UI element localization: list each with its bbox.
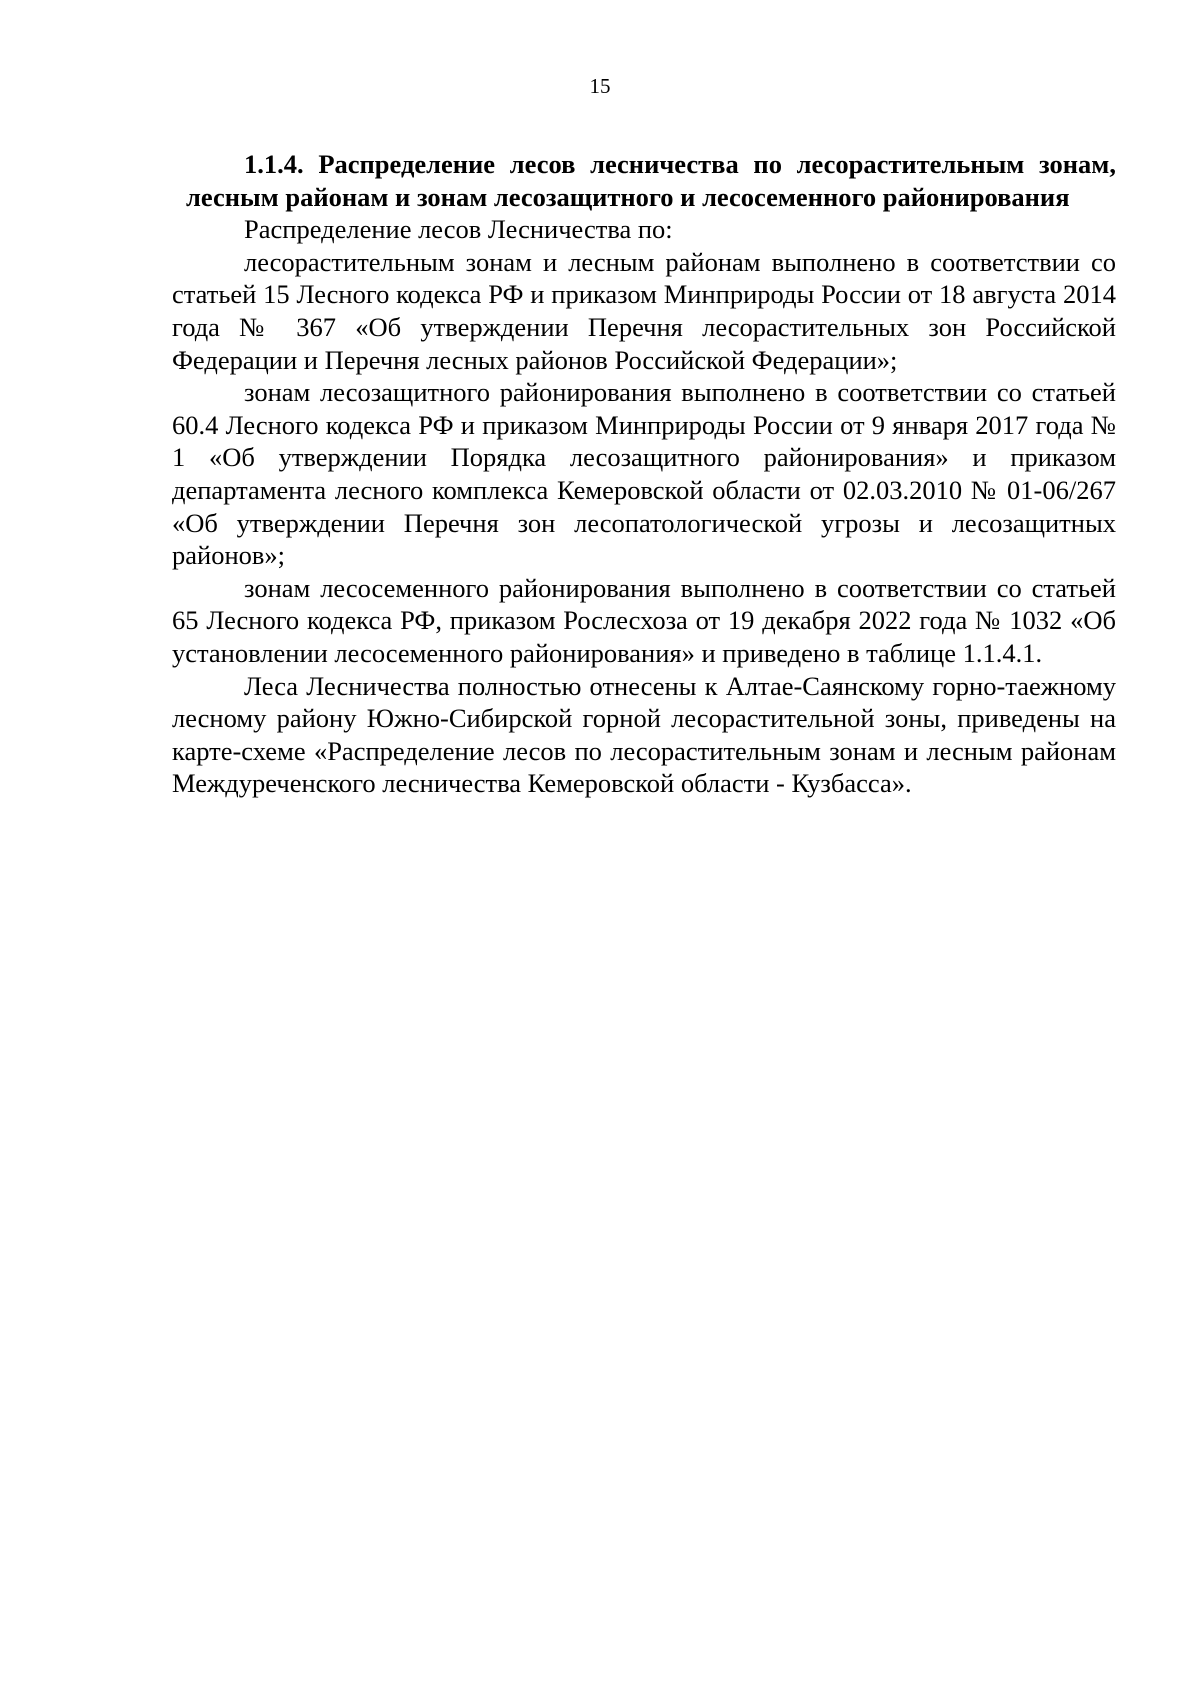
paragraph-forest-zones: лесорастительным зонам и лесным районам выполнено в соответствии со статьей 15 Лесного кодекса РФ и приказом Минприроды России от 18 августа 2014 года № 367 «Об утверждении Перечня лесорастительных зон Российской Федерации и Перечня лесных районов Российской Федерации»;	[172, 246, 1116, 375]
paragraph-forest-protection-zones: зонам лесозащитного районирования выполнено в соответствии со статьей 60.4 Лесного кодекса РФ и приказом Минприроды России от 9 января 2017 года № 1 «Об утверждении Порядка лесозащитного районирования» и приказом департамента лесного комплекса Кемеровской области от 02.03.2010 № 01-06/267 «Об утверждении Перечня зон лесопатологической угрозы и лесозащитных районов»;	[172, 377, 1116, 571]
document-body	[172, 148, 1116, 800]
paragraph-forest-district: Леса Лесничества полностью отнесены к Алтае-Саянскому горно-таежному лесному району Южно-Сибирской горной лесорастительной зоны, приведены на карте-схеме «Распределение лесов по лесорастительным зонам и лесным районам Междуреченского лесничества Кемеровской области - Кузбасса».	[172, 670, 1116, 799]
section-heading: 1.1.4. Распределение лесов лесничества по лесорастительным зонам, лесным районам и зонам лесозащитного и лесосеменного районирования	[186, 149, 1116, 212]
page-number: 15	[589, 74, 611, 98]
paragraph-intro: Распределение лесов Лесничества по:	[244, 214, 673, 245]
paragraph-seed-zones: зонам лесосеменного районирования выполнено в соответствии со статьей 65 Лесного кодекса РФ, приказом Рослесхоза от 19 декабря 2022 года № 1032 «Об установлении лесосеменного районирования» и приведено в таблице 1.1.4.1.	[172, 572, 1116, 668]
